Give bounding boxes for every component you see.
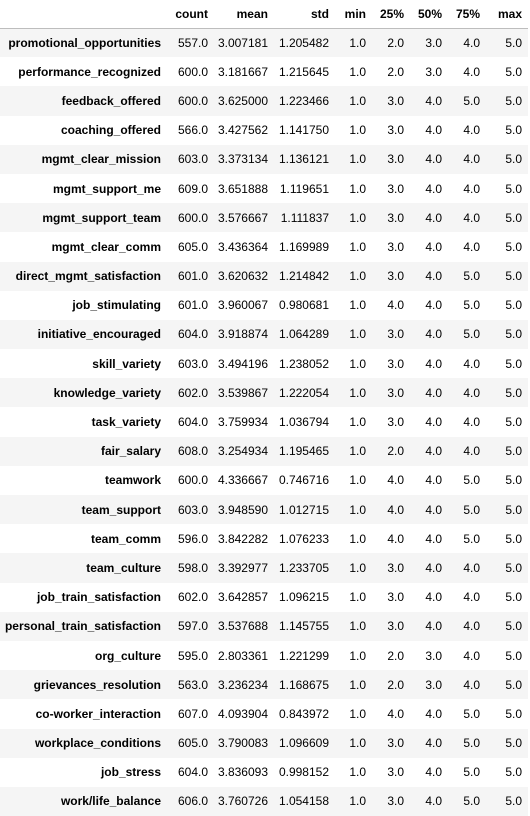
table-cell: 3.0 bbox=[387, 794, 404, 809]
table-cell: 603.0 bbox=[177, 502, 208, 517]
header-row bbox=[0, 0, 528, 28]
table-cell: 3.0 bbox=[387, 239, 404, 254]
table-cell: 1.145755 bbox=[278, 619, 329, 634]
table-cell: 5.0 bbox=[505, 123, 522, 138]
table-cell: 3.0 bbox=[387, 123, 404, 138]
table-cell: 1.0 bbox=[349, 765, 366, 780]
table-cell: 3.625000 bbox=[217, 93, 268, 108]
table-cell: 3.576667 bbox=[217, 210, 268, 225]
table-cell: 0.843972 bbox=[278, 706, 329, 721]
table-cell: 5.0 bbox=[505, 152, 522, 167]
table-cell: 4.0 bbox=[463, 619, 480, 634]
table-cell: 1.0 bbox=[349, 356, 366, 371]
table-cell: 4.0 bbox=[387, 706, 404, 721]
column-header: max bbox=[486, 0, 528, 28]
table-cell: 3.0 bbox=[387, 385, 404, 400]
column-header: min bbox=[335, 0, 372, 28]
table-cell: 1.0 bbox=[349, 298, 366, 313]
table-cell: 4.0 bbox=[463, 35, 480, 50]
table-cell: 3.537688 bbox=[217, 619, 268, 634]
table-cell: 1.205482 bbox=[278, 35, 329, 50]
table-cell: 5.0 bbox=[463, 327, 480, 342]
table-cell: 3.236234 bbox=[217, 677, 268, 692]
table-cell: 3.0 bbox=[387, 619, 404, 634]
table-cell: 4.0 bbox=[387, 502, 404, 517]
table-cell: 3.436364 bbox=[217, 239, 268, 254]
table-cell: 596.0 bbox=[177, 531, 208, 546]
table-row bbox=[0, 437, 528, 466]
table-cell: 609.0 bbox=[177, 181, 208, 196]
table-cell: 4.0 bbox=[425, 152, 442, 167]
table-cell: 1.169989 bbox=[278, 239, 329, 254]
table-cell: 5.0 bbox=[505, 210, 522, 225]
table-cell: 600.0 bbox=[177, 64, 208, 79]
row-label: job_train_satisfaction bbox=[36, 590, 161, 605]
row-label: coaching_offered bbox=[60, 123, 161, 138]
table-cell: 4.0 bbox=[463, 648, 480, 663]
table-cell: 0.746716 bbox=[278, 473, 329, 488]
table-cell: 5.0 bbox=[463, 794, 480, 809]
table-cell: 5.0 bbox=[505, 385, 522, 400]
table-cell: 5.0 bbox=[505, 531, 522, 546]
table-cell: 3.0 bbox=[425, 648, 442, 663]
table-cell: 2.803361 bbox=[217, 648, 268, 663]
table-cell: 5.0 bbox=[505, 765, 522, 780]
table-cell: 3.0 bbox=[387, 356, 404, 371]
table-cell: 4.0 bbox=[425, 560, 442, 575]
table-cell: 3.790083 bbox=[217, 736, 268, 751]
table-cell: 3.0 bbox=[387, 210, 404, 225]
table-cell: 3.759934 bbox=[217, 415, 268, 430]
table-cell: 3.373134 bbox=[217, 152, 268, 167]
table-cell: 1.096215 bbox=[278, 590, 329, 605]
table-row bbox=[0, 57, 528, 86]
table-cell: 4.0 bbox=[425, 239, 442, 254]
table-cell: 5.0 bbox=[505, 35, 522, 50]
row-label: workplace_conditions bbox=[34, 736, 161, 751]
table-cell: 5.0 bbox=[463, 298, 480, 313]
table-cell: 3.0 bbox=[387, 269, 404, 284]
table-cell: 3.651888 bbox=[217, 181, 268, 196]
table-cell: 1.0 bbox=[349, 560, 366, 575]
table-cell: 4.0 bbox=[425, 123, 442, 138]
table-cell: 4.0 bbox=[425, 93, 442, 108]
table-cell: 4.0 bbox=[463, 210, 480, 225]
table-cell: 1.0 bbox=[349, 590, 366, 605]
column-header: std bbox=[274, 0, 335, 28]
table-cell: 5.0 bbox=[505, 736, 522, 751]
column-header: 75% bbox=[448, 0, 486, 28]
table-row bbox=[0, 787, 528, 816]
table-cell: 4.0 bbox=[425, 531, 442, 546]
table-cell: 1.214842 bbox=[278, 269, 329, 284]
table-cell: 1.141750 bbox=[278, 123, 329, 138]
row-label: team_culture bbox=[86, 560, 161, 575]
table-cell: 5.0 bbox=[463, 765, 480, 780]
table-cell: 1.0 bbox=[349, 93, 366, 108]
table-cell: 605.0 bbox=[177, 736, 208, 751]
table-cell: 4.0 bbox=[425, 385, 442, 400]
table-cell: 604.0 bbox=[177, 327, 208, 342]
row-label: grievances_resolution bbox=[33, 677, 161, 692]
table-cell: 3.254934 bbox=[217, 444, 268, 459]
table-cell: 3.642857 bbox=[217, 590, 268, 605]
table-row bbox=[0, 729, 528, 758]
row-label: org_culture bbox=[94, 648, 161, 663]
table-cell: 4.0 bbox=[463, 181, 480, 196]
row-label: fair_salary bbox=[100, 444, 161, 459]
table-row bbox=[0, 407, 528, 436]
table-cell: 3.0 bbox=[387, 93, 404, 108]
table-cell: 1.0 bbox=[349, 181, 366, 196]
row-label: teamwork bbox=[104, 473, 161, 488]
table-cell: 5.0 bbox=[463, 502, 480, 517]
row-label: task_variety bbox=[91, 415, 161, 430]
table-cell: 600.0 bbox=[177, 473, 208, 488]
table-cell: 1.0 bbox=[349, 531, 366, 546]
table-cell: 604.0 bbox=[177, 415, 208, 430]
table-cell: 4.336667 bbox=[217, 473, 268, 488]
column-header: 50% bbox=[410, 0, 448, 28]
table-cell: 2.0 bbox=[387, 648, 404, 663]
table-row bbox=[0, 232, 528, 261]
table-row bbox=[0, 378, 528, 407]
table-cell: 4.0 bbox=[425, 502, 442, 517]
table-cell: 1.0 bbox=[349, 64, 366, 79]
table-cell: 3.842282 bbox=[217, 531, 268, 546]
table-cell: 3.539867 bbox=[217, 385, 268, 400]
table-cell: 1.222054 bbox=[278, 385, 329, 400]
index-header bbox=[0, 0, 167, 28]
table-cell: 1.238052 bbox=[278, 356, 329, 371]
table-cell: 5.0 bbox=[505, 181, 522, 196]
table-row bbox=[0, 262, 528, 291]
row-label: job_stress bbox=[100, 765, 161, 780]
table-cell: 5.0 bbox=[505, 444, 522, 459]
table-cell: 4.093904 bbox=[217, 706, 268, 721]
table-cell: 2.0 bbox=[387, 64, 404, 79]
table-cell: 602.0 bbox=[177, 590, 208, 605]
table-cell: 2.0 bbox=[387, 444, 404, 459]
table-cell: 1.0 bbox=[349, 473, 366, 488]
table-row bbox=[0, 174, 528, 203]
table-cell: 4.0 bbox=[425, 473, 442, 488]
table-cell: 608.0 bbox=[177, 444, 208, 459]
table-cell: 1.0 bbox=[349, 239, 366, 254]
table-cell: 600.0 bbox=[177, 93, 208, 108]
table-cell: 5.0 bbox=[505, 93, 522, 108]
table-cell: 1.0 bbox=[349, 35, 366, 50]
table-cell: 4.0 bbox=[425, 415, 442, 430]
table-cell: 4.0 bbox=[463, 64, 480, 79]
table-cell: 4.0 bbox=[425, 619, 442, 634]
table-cell: 557.0 bbox=[177, 35, 208, 50]
table-cell: 3.0 bbox=[387, 560, 404, 575]
table-cell: 1.096609 bbox=[278, 736, 329, 751]
table-row bbox=[0, 641, 528, 670]
row-label: mgmt_clear_mission bbox=[41, 152, 161, 167]
table-cell: 607.0 bbox=[177, 706, 208, 721]
row-label: performance_recognized bbox=[18, 64, 161, 79]
table-cell: 1.168675 bbox=[278, 677, 329, 692]
table-cell: 4.0 bbox=[425, 298, 442, 313]
table-header bbox=[0, 0, 528, 28]
table-cell: 2.0 bbox=[387, 35, 404, 50]
table-cell: 4.0 bbox=[425, 356, 442, 371]
row-label: team_comm bbox=[90, 531, 161, 546]
table-cell: 3.0 bbox=[387, 415, 404, 430]
table-cell: 4.0 bbox=[463, 123, 480, 138]
table-cell: 1.111837 bbox=[280, 210, 329, 225]
table-cell: 4.0 bbox=[387, 531, 404, 546]
table-cell: 601.0 bbox=[177, 269, 208, 284]
table-row bbox=[0, 466, 528, 495]
table-cell: 3.0 bbox=[425, 35, 442, 50]
table-cell: 5.0 bbox=[505, 706, 522, 721]
table-cell: 3.392977 bbox=[217, 560, 268, 575]
table-cell: 3.0 bbox=[387, 181, 404, 196]
table-cell: 5.0 bbox=[505, 502, 522, 517]
table-cell: 1.215645 bbox=[278, 64, 329, 79]
table-cell: 563.0 bbox=[177, 677, 208, 692]
table-row bbox=[0, 116, 528, 145]
table-cell: 595.0 bbox=[177, 648, 208, 663]
table-cell: 3.948590 bbox=[217, 502, 268, 517]
table-cell: 3.960067 bbox=[217, 298, 268, 313]
table-cell: 1.0 bbox=[349, 210, 366, 225]
table-cell: 4.0 bbox=[463, 677, 480, 692]
table-cell: 1.0 bbox=[349, 736, 366, 751]
table-cell: 1.0 bbox=[349, 415, 366, 430]
column-header: 25% bbox=[372, 0, 410, 28]
row-label: work/life_balance bbox=[60, 794, 161, 809]
table-cell: 5.0 bbox=[505, 560, 522, 575]
table-cell: 3.760726 bbox=[217, 794, 268, 809]
table-cell: 1.233705 bbox=[278, 560, 329, 575]
table-cell: 1.0 bbox=[349, 619, 366, 634]
table-row bbox=[0, 145, 528, 174]
table-cell: 605.0 bbox=[177, 239, 208, 254]
row-label: skill_variety bbox=[92, 356, 161, 371]
table-cell: 1.0 bbox=[349, 444, 366, 459]
row-label: job_stimulating bbox=[72, 298, 161, 313]
table-cell: 1.0 bbox=[349, 677, 366, 692]
table-cell: 4.0 bbox=[425, 765, 442, 780]
table-cell: 5.0 bbox=[505, 298, 522, 313]
table-cell: 3.494196 bbox=[217, 356, 268, 371]
table-cell: 1.136121 bbox=[278, 152, 329, 167]
table-cell: 4.0 bbox=[387, 473, 404, 488]
table-row bbox=[0, 28, 528, 57]
table-cell: 5.0 bbox=[505, 794, 522, 809]
table-cell: 1.012715 bbox=[278, 502, 329, 517]
row-label: promotional_opportunities bbox=[8, 35, 161, 50]
table-cell: 5.0 bbox=[505, 677, 522, 692]
table-row bbox=[0, 349, 528, 378]
table-cell: 603.0 bbox=[177, 152, 208, 167]
table-row bbox=[0, 524, 528, 553]
table-row bbox=[0, 495, 528, 524]
table-cell: 1.0 bbox=[349, 269, 366, 284]
table-cell: 597.0 bbox=[177, 619, 208, 634]
table-cell: 2.0 bbox=[387, 677, 404, 692]
row-label: knowledge_variety bbox=[53, 385, 161, 400]
table-cell: 4.0 bbox=[425, 181, 442, 196]
table-cell: 4.0 bbox=[425, 327, 442, 342]
table-cell: 4.0 bbox=[463, 152, 480, 167]
column-header: count bbox=[167, 0, 214, 28]
row-label: co-worker_interaction bbox=[35, 706, 161, 721]
table-cell: 5.0 bbox=[463, 269, 480, 284]
table-cell: 4.0 bbox=[425, 736, 442, 751]
table-cell: 4.0 bbox=[425, 794, 442, 809]
table-cell: 1.0 bbox=[349, 706, 366, 721]
table-cell: 3.0 bbox=[387, 590, 404, 605]
table-cell: 4.0 bbox=[463, 590, 480, 605]
table-row bbox=[0, 553, 528, 582]
table-cell: 601.0 bbox=[177, 298, 208, 313]
table-row bbox=[0, 583, 528, 612]
table-cell: 1.221299 bbox=[278, 648, 329, 663]
table-cell: 3.0 bbox=[387, 765, 404, 780]
table-row bbox=[0, 203, 528, 232]
table-cell: 5.0 bbox=[505, 327, 522, 342]
table-cell: 3.007181 bbox=[217, 35, 268, 50]
table-cell: 3.427562 bbox=[217, 123, 268, 138]
table-row bbox=[0, 699, 528, 728]
row-label: team_support bbox=[81, 502, 161, 517]
row-label: feedback_offered bbox=[61, 93, 161, 108]
table-cell: 5.0 bbox=[505, 239, 522, 254]
table-body bbox=[0, 28, 528, 816]
table-cell: 5.0 bbox=[505, 269, 522, 284]
table-cell: 3.918874 bbox=[217, 327, 268, 342]
table-row bbox=[0, 320, 528, 349]
table-cell: 5.0 bbox=[505, 619, 522, 634]
table-cell: 1.223466 bbox=[278, 93, 329, 108]
table-cell: 5.0 bbox=[505, 473, 522, 488]
table-cell: 3.620632 bbox=[217, 269, 268, 284]
table-cell: 4.0 bbox=[463, 239, 480, 254]
table-cell: 3.0 bbox=[425, 64, 442, 79]
table-cell: 5.0 bbox=[505, 64, 522, 79]
table-cell: 4.0 bbox=[425, 210, 442, 225]
table-cell: 1.0 bbox=[349, 123, 366, 138]
table-cell: 1.119651 bbox=[279, 181, 329, 196]
table-cell: 1.0 bbox=[349, 327, 366, 342]
table-cell: 3.0 bbox=[387, 152, 404, 167]
table-cell: 3.0 bbox=[387, 327, 404, 342]
table-row bbox=[0, 758, 528, 787]
row-label: mgmt_support_team bbox=[42, 210, 161, 225]
table-cell: 4.0 bbox=[463, 356, 480, 371]
table-cell: 0.980681 bbox=[278, 298, 329, 313]
table-row bbox=[0, 612, 528, 641]
table-cell: 603.0 bbox=[177, 356, 208, 371]
table-cell: 5.0 bbox=[505, 648, 522, 663]
table-cell: 5.0 bbox=[463, 473, 480, 488]
table-row bbox=[0, 670, 528, 699]
table-cell: 5.0 bbox=[463, 93, 480, 108]
table-cell: 566.0 bbox=[177, 123, 208, 138]
table-cell: 598.0 bbox=[177, 560, 208, 575]
table-cell: 1.0 bbox=[349, 385, 366, 400]
table-cell: 3.0 bbox=[425, 677, 442, 692]
table-cell: 4.0 bbox=[463, 560, 480, 575]
column-header: mean bbox=[214, 0, 274, 28]
table-cell: 4.0 bbox=[425, 269, 442, 284]
table-cell: 4.0 bbox=[463, 415, 480, 430]
table-cell: 5.0 bbox=[505, 590, 522, 605]
table-cell: 1.0 bbox=[349, 502, 366, 517]
table-cell: 4.0 bbox=[425, 444, 442, 459]
table-cell: 606.0 bbox=[177, 794, 208, 809]
table-cell: 0.998152 bbox=[278, 765, 329, 780]
table-cell: 1.0 bbox=[349, 152, 366, 167]
table-cell: 3.181667 bbox=[217, 64, 268, 79]
table-cell: 5.0 bbox=[505, 356, 522, 371]
row-label: initiative_encouraged bbox=[37, 327, 161, 342]
table-cell: 5.0 bbox=[463, 706, 480, 721]
table-row bbox=[0, 86, 528, 115]
table-row bbox=[0, 291, 528, 320]
row-label: mgmt_clear_comm bbox=[51, 239, 161, 254]
table-cell: 1.0 bbox=[349, 794, 366, 809]
table-cell: 1.064289 bbox=[278, 327, 329, 342]
table-cell: 5.0 bbox=[463, 736, 480, 751]
row-label: personal_train_satisfaction bbox=[4, 619, 161, 634]
row-label: mgmt_support_me bbox=[52, 181, 161, 196]
table-cell: 1.076233 bbox=[278, 531, 329, 546]
table-cell: 4.0 bbox=[425, 590, 442, 605]
table-cell: 4.0 bbox=[463, 385, 480, 400]
table-cell: 4.0 bbox=[425, 706, 442, 721]
row-label: direct_mgmt_satisfaction bbox=[15, 269, 161, 284]
table-cell: 1.195465 bbox=[278, 444, 329, 459]
table-cell: 5.0 bbox=[463, 531, 480, 546]
table-cell: 602.0 bbox=[177, 385, 208, 400]
table-cell: 4.0 bbox=[387, 298, 404, 313]
table-cell: 1.054158 bbox=[278, 794, 329, 809]
table-cell: 604.0 bbox=[177, 765, 208, 780]
table-cell: 3.836093 bbox=[217, 765, 268, 780]
table-cell: 5.0 bbox=[505, 415, 522, 430]
table-cell: 1.036794 bbox=[278, 415, 329, 430]
table-cell: 4.0 bbox=[463, 444, 480, 459]
table-cell: 3.0 bbox=[387, 736, 404, 751]
table-cell: 1.0 bbox=[349, 648, 366, 663]
table-cell: 600.0 bbox=[177, 210, 208, 225]
